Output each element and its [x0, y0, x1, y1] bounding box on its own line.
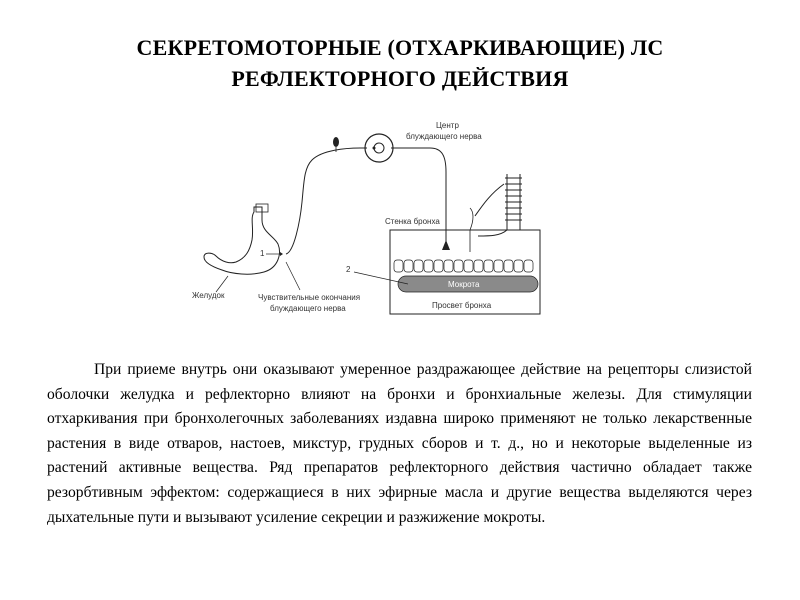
vagus-nerve-afferent: [286, 148, 367, 254]
number-1-label: 1: [260, 249, 265, 258]
pointer-2: [354, 272, 408, 284]
endings-pointer: [286, 262, 300, 290]
number-2-label: 2: [346, 265, 351, 274]
reflex-diagram: [170, 112, 560, 327]
endings-label-line2: блуждающего нерва: [270, 304, 346, 313]
center-label-line1: Центр: [436, 121, 459, 130]
description-paragraph: При приеме внутрь они оказывают умеренное раздражающее действие на рецепторы слизистой оболочки желудка и рефлекторно влияют на бронхи и бронхиальные железы. Для стимуляции отхаркивания при бронхолегочных заболеваниях издавна широко применяют не только лекарственные растения в виде отваров, настоев, микстур, грудных сборов и т. д., но и некоторые выделенные из растений активные вещества. Ряд препаратов рефлекторного действия частично обладает также резорбтивным эффектом: содержащиеся в них эфирные масла и другие вещества выделяются через дыхательные пути и вызывают усиление секреции и разжижение мокроты.: [47, 361, 752, 526]
receptor-ganglion: [333, 137, 339, 147]
page-title: [0, 32, 800, 94]
vagus-nerve-efferent: [391, 148, 446, 242]
stomach-pointer: [216, 276, 228, 292]
trachea: [475, 174, 522, 236]
epithelium-cells: [394, 260, 533, 272]
stomach-label: Желудок: [192, 291, 225, 300]
bronchus-wall-label: Стенка бронха: [385, 217, 440, 226]
bronchus-lumen-label: Просвет бронха: [432, 301, 492, 310]
stomach-shape: [204, 207, 279, 274]
endings-label-line1: Чувствительные окончания: [258, 293, 361, 302]
vagus-center: [365, 134, 393, 162]
center-label-line2: блуждающего нерва: [406, 132, 482, 141]
title-line-1: СЕКРЕТОМОТОРНЫЕ (ОТХАРКИВАЮЩИЕ) ЛС: [136, 35, 664, 60]
title-line-2: РЕФЛЕКТОРНОГО ДЕЙСТВИЯ: [231, 66, 569, 91]
sputum-label: Мокрота: [448, 280, 480, 289]
